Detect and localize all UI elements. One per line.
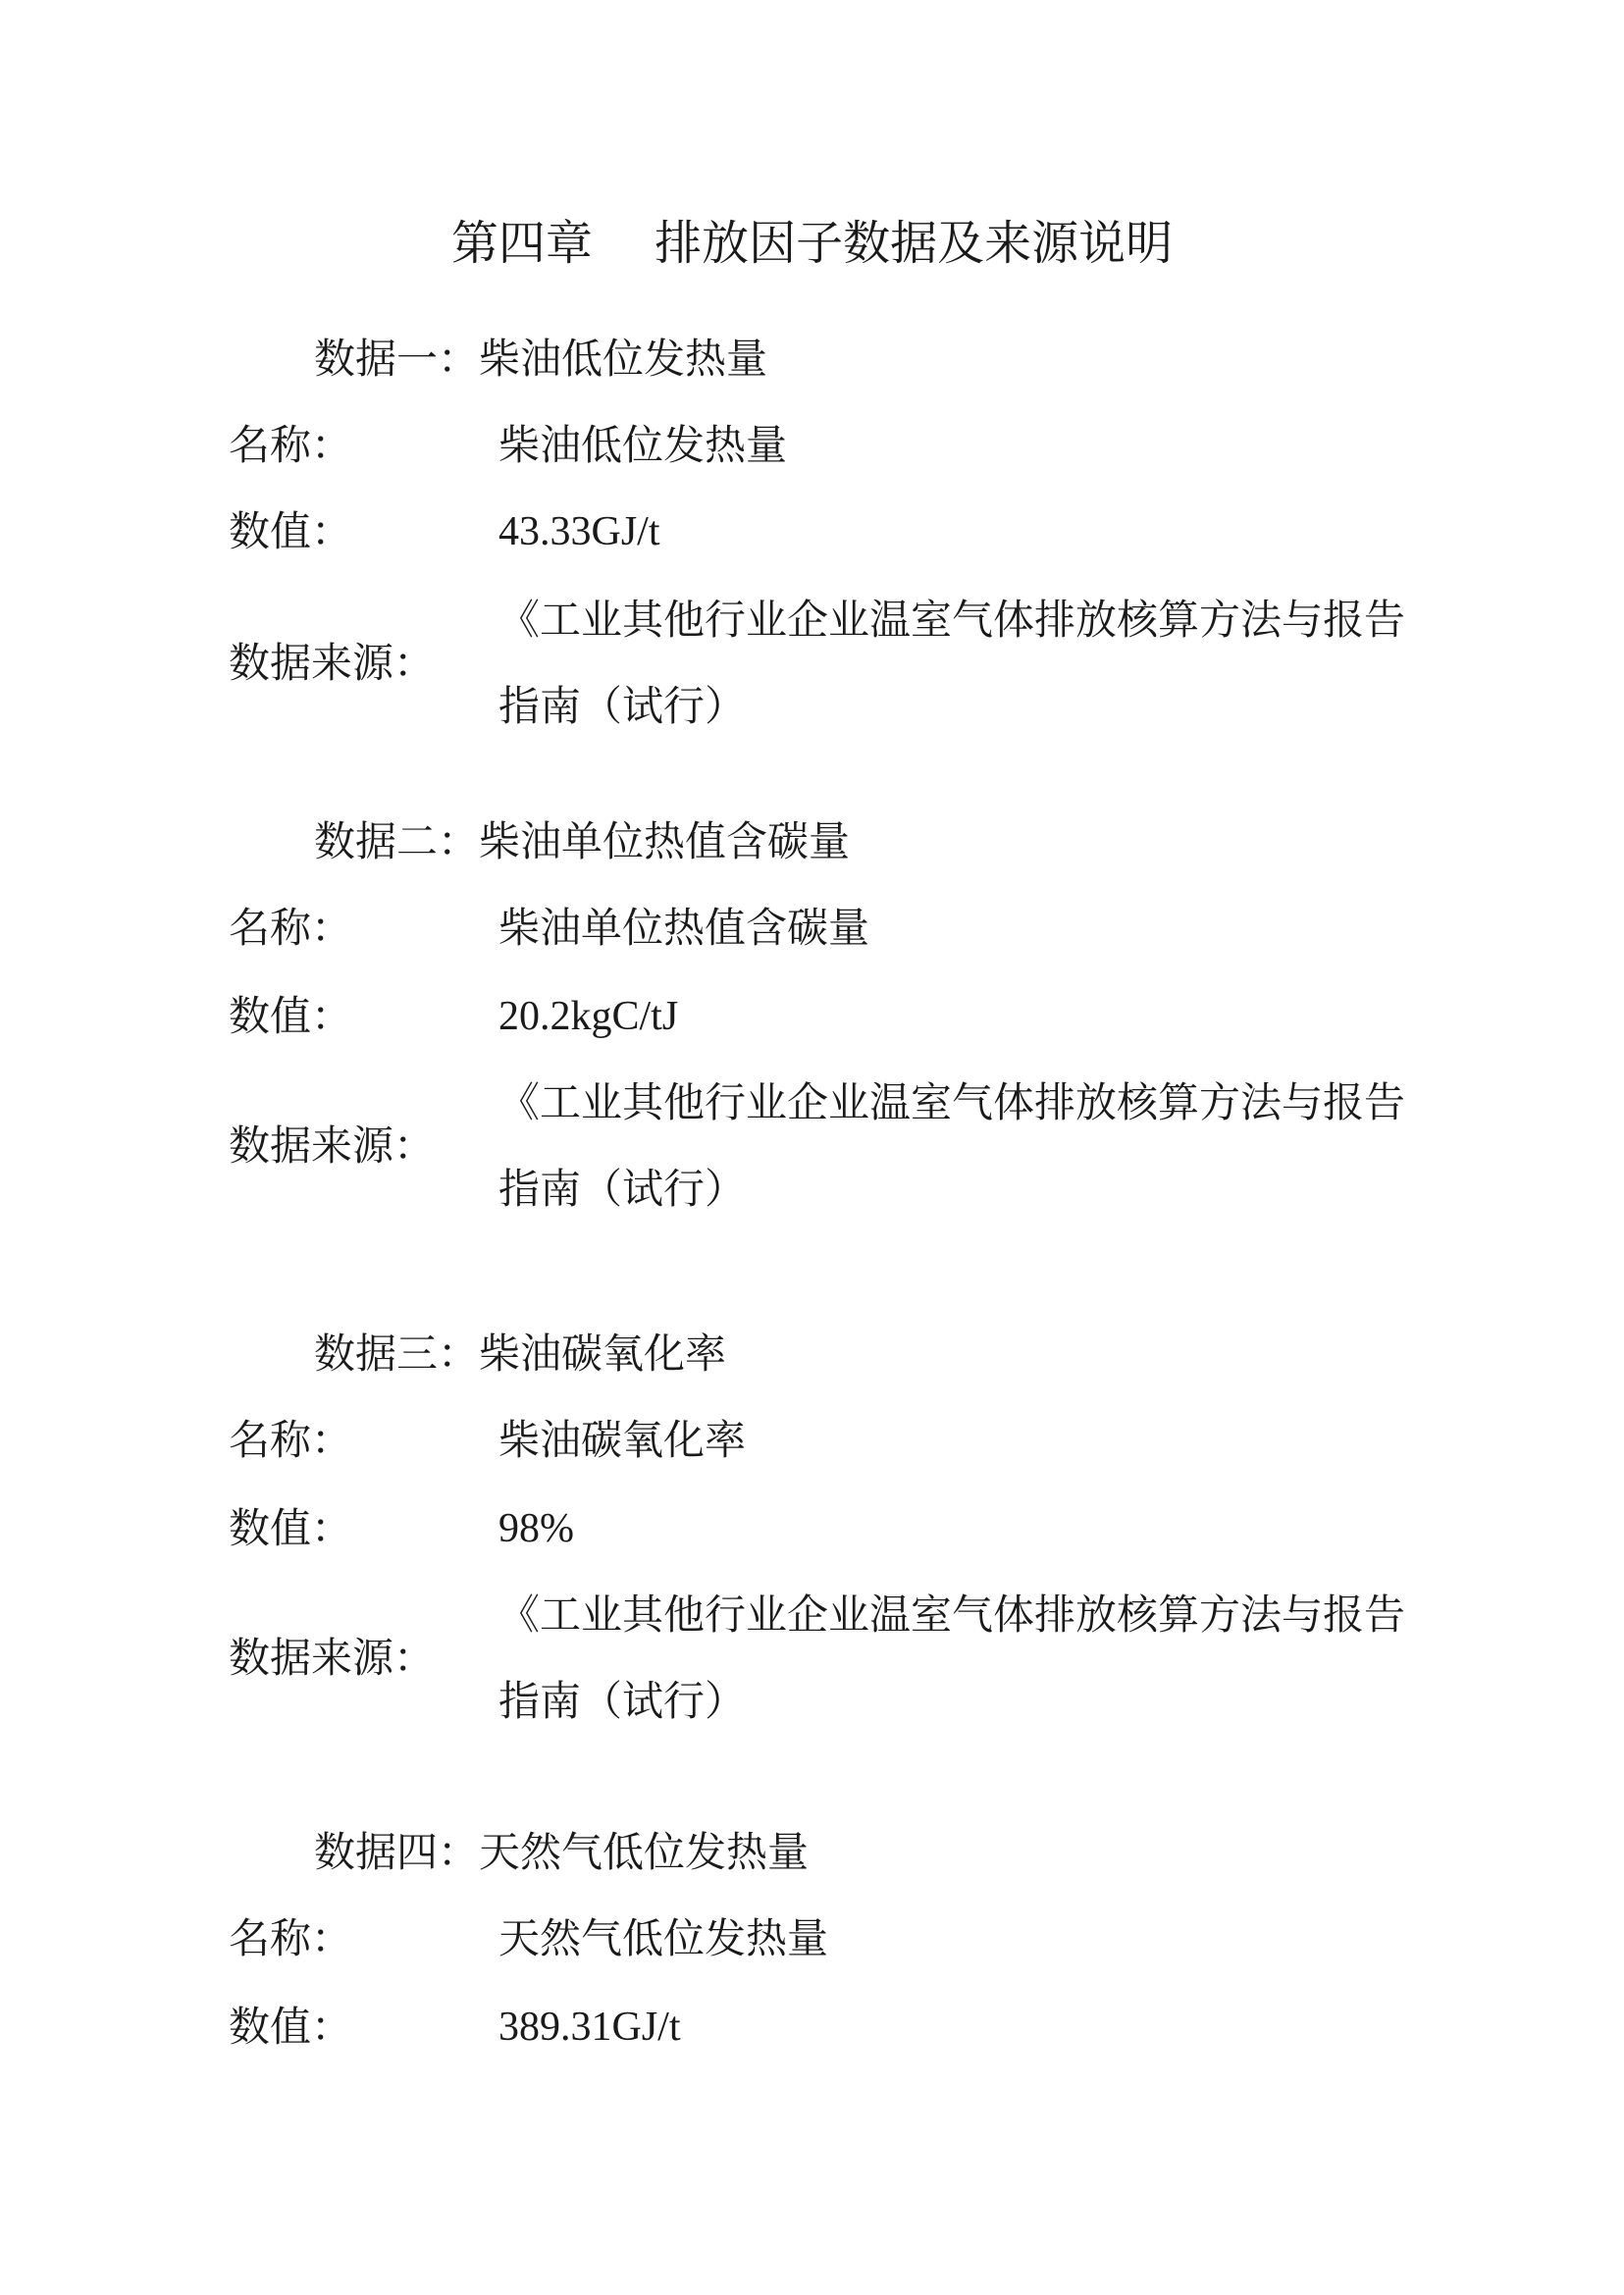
numeric-value: 20.2kgC/tJ [498, 994, 679, 1039]
name-value: 柴油低位发热量 [498, 421, 788, 469]
section-heading: 数据四：天然气低位发热量 [314, 1828, 810, 1876]
name-label: 名称： [229, 421, 353, 469]
name-label: 名称： [229, 1914, 353, 1962]
name-value: 天然气低位发热量 [498, 1914, 829, 1962]
source-label: 数据来源： [229, 639, 436, 687]
chapter-title: 第四章 排放因子数据及来源说明 [450, 216, 1174, 271]
value-label: 数值： [229, 507, 353, 555]
name-value: 柴油单位热值含碳量 [498, 904, 870, 952]
source-line-2: 指南（试行） [498, 1165, 747, 1213]
value-label: 数值： [229, 992, 353, 1040]
source-line-2: 指南（试行） [498, 682, 747, 730]
name-value: 柴油碳氧化率 [498, 1416, 747, 1464]
section-heading: 数据二：柴油单位热值含碳量 [314, 817, 851, 865]
source-label: 数据来源： [229, 1121, 436, 1170]
name-label: 名称： [229, 1416, 353, 1464]
section-heading: 数据三：柴油碳氧化率 [314, 1330, 727, 1378]
source-line-1: 《工业其他行业企业温室气体排放核算方法与报告 [498, 596, 1406, 644]
numeric-value: 43.33GJ/t [498, 509, 660, 554]
numeric-value: 98% [498, 1506, 574, 1551]
value-label: 数值： [229, 2003, 353, 2051]
numeric-value: 389.31GJ/t [498, 2005, 681, 2050]
source-label: 数据来源： [229, 1634, 436, 1682]
name-label: 名称： [229, 904, 353, 952]
source-line-1: 《工业其他行业企业温室气体排放核算方法与报告 [498, 1591, 1406, 1639]
value-label: 数值： [229, 1504, 353, 1552]
section-heading: 数据一：柴油低位发热量 [314, 335, 768, 383]
source-line-2: 指南（试行） [498, 1677, 747, 1725]
source-line-1: 《工业其他行业企业温室气体排放核算方法与报告 [498, 1078, 1406, 1126]
